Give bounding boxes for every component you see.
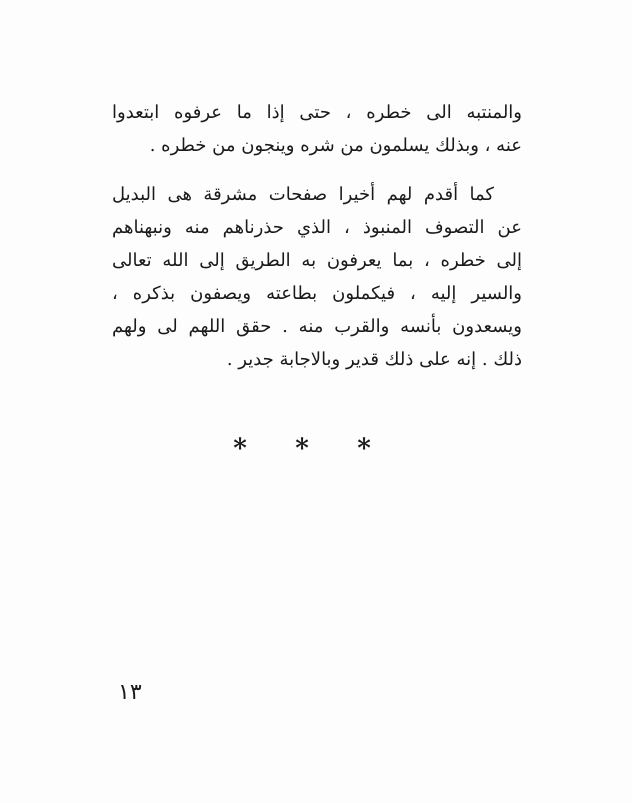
section-separator — [232, 434, 372, 464]
paragraph-2-line: ذلك . إنه على ذلك قدير وبالاجابة جدير . — [226, 349, 522, 370]
paragraph-1-line: عنه ، وبذلك يسلمون من شره وينجون من خطره . — [149, 135, 522, 156]
paragraph-2-line: والسير إليه ، فيكملون بطاعته ويصفون بذكره ، — [112, 283, 522, 304]
asterisk-icon: * — [295, 434, 309, 464]
page-number: ١٣ — [118, 680, 142, 705]
paragraph-2 — [112, 178, 522, 376]
paragraph-2-line: ويسعدون بأنسه والقرب منه . حقق اللهم لى ولهم — [112, 316, 522, 337]
asterisk-icon: * — [357, 434, 371, 464]
paragraph-2-line: إلى خطره ، بما يعرفون به الطريق إلى الله تعالى — [112, 250, 522, 271]
paragraph-1 — [112, 96, 522, 162]
asterisk-icon: * — [233, 434, 247, 464]
paragraph-1-line: والمنتبه الى خطره ، حتى إذا ما عرفوه ابتعدوا — [112, 102, 522, 123]
paragraph-2-line: كما أقدم لهم أخيرا صفحات مشرقة هى البديل — [112, 184, 494, 205]
paragraph-2-line: عن التصوف المنبوذ ، الذي حذرناهم منه ونبهناهم — [112, 217, 522, 238]
